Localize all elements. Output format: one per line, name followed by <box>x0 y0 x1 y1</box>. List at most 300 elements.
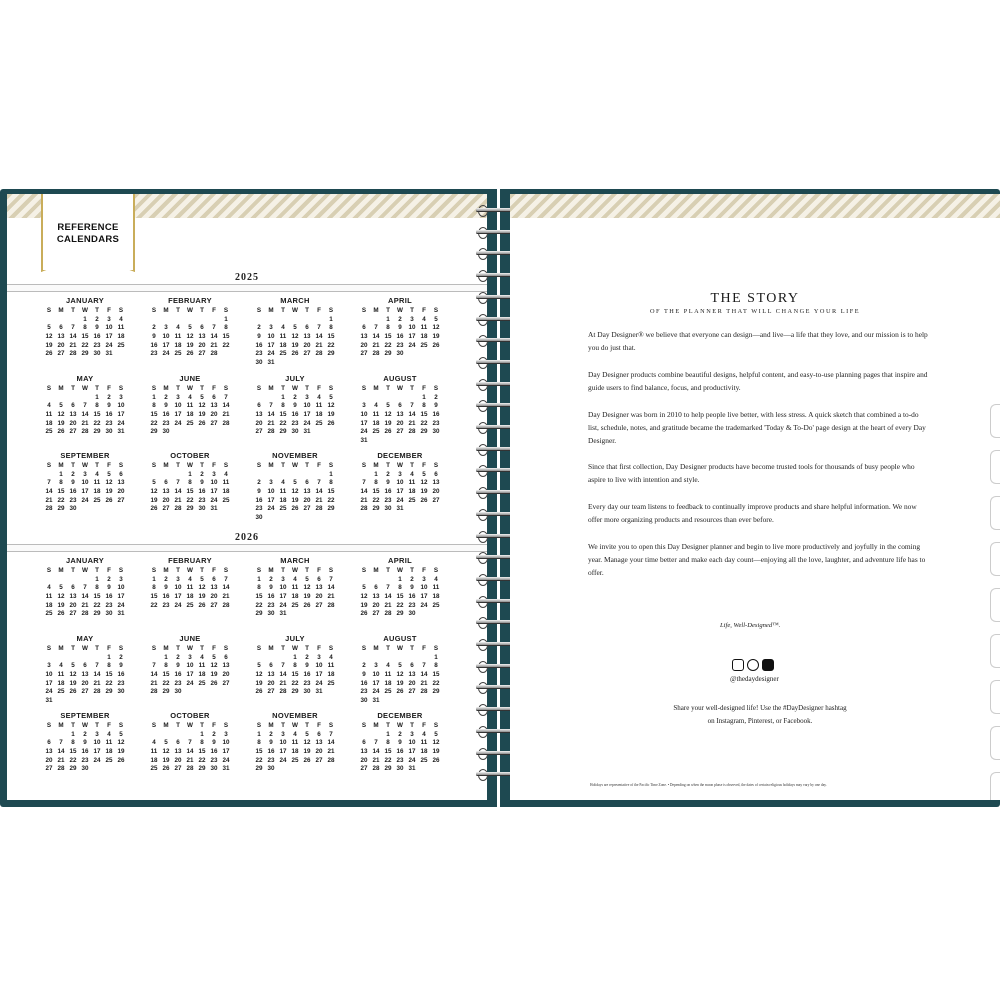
day-number: 15 <box>327 333 335 341</box>
day-number: 4 <box>410 470 414 478</box>
weekday-header: S <box>433 462 439 469</box>
day-number: 28 <box>408 428 416 436</box>
weekday-header: S <box>361 462 367 469</box>
empty-day <box>43 731 55 740</box>
day-number: 15 <box>81 333 89 341</box>
day-number: 23 <box>105 601 113 609</box>
weekday-header: T <box>95 722 99 729</box>
day-number: 21 <box>174 496 182 504</box>
day-number: 20 <box>117 488 125 496</box>
empty-day <box>208 316 220 325</box>
day-number: 1 <box>83 315 87 323</box>
day-number: 14 <box>279 671 287 679</box>
empty-day <box>277 654 289 663</box>
day-number: 2 <box>212 730 216 738</box>
day-number: 12 <box>384 411 392 419</box>
day-number: 30 <box>408 610 416 618</box>
weekday-header: F <box>107 645 111 652</box>
day-number: 10 <box>105 324 113 332</box>
weekday-header: S <box>328 385 334 392</box>
day-number: 14 <box>174 488 182 496</box>
day-number: 15 <box>198 748 206 756</box>
day-number: 28 <box>372 765 380 773</box>
day-number: 31 <box>105 350 113 358</box>
day-number: 25 <box>420 756 428 764</box>
instagram-icon[interactable] <box>732 659 744 671</box>
month-name: JULY <box>285 634 305 643</box>
day-number: 7 <box>212 324 216 332</box>
day-number: 21 <box>186 756 194 764</box>
day-number: 6 <box>362 739 366 747</box>
month-tab[interactable] <box>990 680 1000 714</box>
day-number: 5 <box>362 584 366 592</box>
day-number: 20 <box>315 593 323 601</box>
weekday-header: T <box>281 385 285 392</box>
day-number: 17 <box>105 333 113 341</box>
day-number: 8 <box>59 479 63 487</box>
facebook-icon[interactable] <box>762 659 774 671</box>
day-number: 8 <box>281 402 285 410</box>
day-number: 10 <box>408 324 416 332</box>
weekday-header: F <box>212 567 216 574</box>
empty-day <box>79 654 91 663</box>
day-number: 12 <box>45 333 53 341</box>
weekday-header: M <box>58 567 64 574</box>
day-number: 25 <box>174 350 182 358</box>
day-number: 12 <box>198 402 206 410</box>
day-number: 23 <box>69 496 77 504</box>
day-number: 25 <box>279 505 287 513</box>
weekday-header: F <box>317 462 321 469</box>
day-number: 27 <box>210 601 218 609</box>
day-number: 5 <box>305 575 309 583</box>
day-number: 31 <box>408 765 416 773</box>
weekday-header: W <box>397 645 403 652</box>
day-number: 6 <box>305 324 309 332</box>
weekday-header: S <box>223 722 229 729</box>
day-number: 11 <box>291 739 299 747</box>
day-number: 13 <box>396 411 404 419</box>
weekday-header: T <box>200 307 204 314</box>
day-number: 20 <box>360 341 368 349</box>
month-tab[interactable] <box>990 404 1000 438</box>
empty-day <box>67 576 79 585</box>
day-number: 24 <box>279 601 287 609</box>
day-number: 20 <box>69 419 77 427</box>
day-number: 2 <box>398 315 402 323</box>
day-number: 14 <box>327 739 335 747</box>
day-number: 8 <box>152 402 156 410</box>
day-number: 30 <box>396 350 404 358</box>
day-number: 25 <box>45 428 53 436</box>
day-number: 28 <box>384 610 392 618</box>
empty-day <box>67 316 79 325</box>
day-number: 28 <box>93 688 101 696</box>
day-number: 11 <box>57 671 65 679</box>
month-name: OCTOBER <box>170 711 210 720</box>
day-number: 21 <box>360 496 368 504</box>
story-paragraph: Day Designer products combine beautiful designs, helpful content, and easy-to-use planning pages that inspire and guide users to find balance, focus, and productivity. <box>588 370 928 392</box>
day-number: 15 <box>420 411 428 419</box>
weekday-header: T <box>410 645 414 652</box>
year-label: 2025 <box>235 272 259 283</box>
day-number: 14 <box>222 402 230 410</box>
weekday-header: S <box>361 385 367 392</box>
day-number: 28 <box>315 505 323 513</box>
month-calendar <box>43 296 127 359</box>
day-number: 16 <box>117 671 125 679</box>
day-number: 22 <box>69 756 77 764</box>
day-number: 12 <box>396 671 404 679</box>
year-label: 2026 <box>235 532 259 543</box>
weekday-header: F <box>107 385 111 392</box>
empty-day <box>67 654 79 663</box>
day-number: 3 <box>281 575 285 583</box>
day-number: 17 <box>210 488 218 496</box>
decorative-stripe <box>510 194 1000 218</box>
day-number: 17 <box>222 748 230 756</box>
day-number: 2 <box>257 479 261 487</box>
month-calendar <box>253 296 337 368</box>
day-number: 16 <box>162 593 170 601</box>
day-number: 9 <box>257 488 261 496</box>
day-number: 2 <box>83 730 87 738</box>
day-number: 26 <box>303 601 311 609</box>
day-number: 7 <box>386 584 390 592</box>
day-number: 30 <box>255 359 263 367</box>
month-name: NOVEMBER <box>272 711 318 720</box>
weekday-header: S <box>151 385 157 392</box>
month-tab[interactable] <box>990 450 1000 484</box>
day-number: 15 <box>162 671 170 679</box>
day-number: 28 <box>279 688 287 696</box>
weekday-header: W <box>397 307 403 314</box>
day-number: 8 <box>329 324 333 332</box>
day-number: 1 <box>95 393 99 401</box>
day-number: 22 <box>432 679 440 687</box>
weekday-header: S <box>328 645 334 652</box>
month-name: MAY <box>76 374 94 383</box>
month-name: APRIL <box>388 296 412 305</box>
day-number: 31 <box>360 437 368 445</box>
day-number: 23 <box>408 601 416 609</box>
empty-day <box>160 316 172 325</box>
day-number: 24 <box>279 756 287 764</box>
day-number: 18 <box>105 748 113 756</box>
weekday-header: M <box>373 462 379 469</box>
day-number: 4 <box>386 662 390 670</box>
day-number: 4 <box>176 324 180 332</box>
day-number: 5 <box>329 393 333 401</box>
day-number: 19 <box>69 679 77 687</box>
day-number: 12 <box>57 411 65 419</box>
day-number: 20 <box>174 756 182 764</box>
day-number: 6 <box>269 662 273 670</box>
day-number: 8 <box>398 584 402 592</box>
day-number: 13 <box>255 411 263 419</box>
day-number: 29 <box>384 350 392 358</box>
empty-day <box>43 576 55 585</box>
weekday-header: W <box>187 645 193 652</box>
day-number: 8 <box>71 739 75 747</box>
story-paragraph: Every day our team listens to feedback to continually improve products and share helpful information. We now offer more organizing products and resources than ever before. <box>588 502 917 524</box>
weekday-header: M <box>163 307 169 314</box>
day-number: 20 <box>360 756 368 764</box>
month-calendar <box>358 451 442 514</box>
day-number: 16 <box>210 748 218 756</box>
day-number: 29 <box>291 688 299 696</box>
day-number: 27 <box>315 756 323 764</box>
day-number: 2 <box>410 575 414 583</box>
day-number: 25 <box>198 679 206 687</box>
month-calendar <box>148 634 232 697</box>
day-number: 26 <box>432 756 440 764</box>
weekday-header: W <box>82 385 88 392</box>
empty-day <box>43 316 55 325</box>
month-name: MARCH <box>280 556 310 565</box>
day-number: 20 <box>408 679 416 687</box>
day-number: 23 <box>117 679 125 687</box>
day-number: 13 <box>432 479 440 487</box>
day-number: 14 <box>57 748 65 756</box>
day-number: 24 <box>303 419 311 427</box>
weekday-header: S <box>256 645 262 652</box>
weekday-header: T <box>281 645 285 652</box>
day-number: 24 <box>222 756 230 764</box>
day-number: 3 <box>398 470 402 478</box>
day-number: 8 <box>164 662 168 670</box>
empty-day <box>43 654 55 663</box>
day-number: 26 <box>45 350 53 358</box>
day-number: 23 <box>384 496 392 504</box>
weekday-header: W <box>397 567 403 574</box>
day-number: 18 <box>45 601 53 609</box>
day-number: 20 <box>69 601 77 609</box>
day-number: 14 <box>267 411 275 419</box>
day-number: 11 <box>384 671 392 679</box>
day-number: 18 <box>150 756 158 764</box>
day-number: 9 <box>212 739 216 747</box>
month-calendar <box>358 556 442 619</box>
day-number: 18 <box>291 748 299 756</box>
month-name: SEPTEMBER <box>60 451 110 460</box>
day-number: 28 <box>327 756 335 764</box>
day-number: 6 <box>59 324 63 332</box>
day-number: 28 <box>222 601 230 609</box>
day-number: 20 <box>303 341 311 349</box>
day-number: 13 <box>45 748 53 756</box>
weekday-header: F <box>212 722 216 729</box>
day-number: 8 <box>374 479 378 487</box>
month-tab[interactable] <box>990 496 1000 530</box>
month-tab[interactable] <box>990 634 1000 668</box>
day-number: 30 <box>105 428 113 436</box>
day-number: 30 <box>81 765 89 773</box>
day-number: 9 <box>398 324 402 332</box>
day-number: 28 <box>315 350 323 358</box>
month-name: NOVEMBER <box>272 451 318 460</box>
empty-day <box>67 394 79 403</box>
day-number: 24 <box>162 350 170 358</box>
day-number: 27 <box>45 765 53 773</box>
day-number: 26 <box>198 601 206 609</box>
day-number: 9 <box>164 584 168 592</box>
day-number: 17 <box>279 748 287 756</box>
day-number: 4 <box>281 324 285 332</box>
weekday-header: M <box>268 567 274 574</box>
day-number: 11 <box>186 402 194 410</box>
month-tab[interactable] <box>990 588 1000 622</box>
day-number: 17 <box>174 411 182 419</box>
day-number: 11 <box>327 662 335 670</box>
day-number: 19 <box>396 679 404 687</box>
day-number: 24 <box>360 428 368 436</box>
empty-day <box>148 731 160 740</box>
empty-day <box>43 471 55 480</box>
weekday-header: M <box>163 567 169 574</box>
day-number: 13 <box>198 333 206 341</box>
day-number: 25 <box>432 601 440 609</box>
day-number: 19 <box>291 341 299 349</box>
day-number: 6 <box>317 575 321 583</box>
day-number: 4 <box>224 470 228 478</box>
month-tab[interactable] <box>990 772 1000 800</box>
day-number: 29 <box>93 428 101 436</box>
weekday-header: S <box>46 567 52 574</box>
day-number: 30 <box>93 350 101 358</box>
day-number: 3 <box>269 479 273 487</box>
day-number: 7 <box>47 479 51 487</box>
day-number: 4 <box>422 315 426 323</box>
day-number: 15 <box>93 411 101 419</box>
day-number: 19 <box>198 411 206 419</box>
day-number: 17 <box>117 411 125 419</box>
day-number: 15 <box>432 671 440 679</box>
month-tab[interactable] <box>990 726 1000 760</box>
day-number: 21 <box>279 679 287 687</box>
day-number: 10 <box>360 411 368 419</box>
day-number: 7 <box>224 575 228 583</box>
empty-day <box>172 471 184 480</box>
day-number: 10 <box>267 488 275 496</box>
day-number: 13 <box>408 671 416 679</box>
day-number: 29 <box>69 765 77 773</box>
month-calendar <box>148 451 232 514</box>
weekday-header: W <box>82 462 88 469</box>
day-number: 3 <box>362 402 366 410</box>
day-number: 18 <box>198 671 206 679</box>
day-number: 18 <box>186 411 194 419</box>
day-number: 6 <box>212 393 216 401</box>
day-number: 7 <box>152 662 156 670</box>
day-number: 28 <box>186 765 194 773</box>
month-name: DECEMBER <box>377 711 423 720</box>
weekday-header: W <box>397 462 403 469</box>
day-number: 14 <box>222 584 230 592</box>
social-handle: @thedaydesigner <box>730 675 779 683</box>
day-number: 16 <box>384 488 392 496</box>
day-number: 29 <box>384 765 392 773</box>
weekday-header: W <box>292 722 298 729</box>
empty-day <box>91 654 103 663</box>
weekday-header: S <box>46 462 52 469</box>
fine-print: Holidays are representative of the Pacific Time Zone. • Depending on when the moon phase is observed, the dates of certain religious holidays may vary by one day. <box>590 783 827 787</box>
day-number: 24 <box>117 419 125 427</box>
day-number: 20 <box>372 601 380 609</box>
day-number: 1 <box>374 470 378 478</box>
day-number: 14 <box>315 488 323 496</box>
day-number: 7 <box>176 479 180 487</box>
weekday-header: S <box>151 462 157 469</box>
weekday-header: S <box>46 385 52 392</box>
day-number: 23 <box>432 419 440 427</box>
day-number: 21 <box>222 411 230 419</box>
day-number: 12 <box>117 739 125 747</box>
day-number: 25 <box>291 756 299 764</box>
day-number: 7 <box>83 584 87 592</box>
day-number: 30 <box>162 428 170 436</box>
day-number: 29 <box>432 688 440 696</box>
day-number: 12 <box>303 584 311 592</box>
day-number: 6 <box>362 324 366 332</box>
weekday-header: T <box>176 722 180 729</box>
day-number: 24 <box>210 496 218 504</box>
weekday-header: T <box>71 645 75 652</box>
day-number: 14 <box>315 333 323 341</box>
weekday-header: T <box>176 462 180 469</box>
day-number: 20 <box>315 748 323 756</box>
weekday-header: T <box>410 385 414 392</box>
day-number: 13 <box>315 584 323 592</box>
month-tab[interactable] <box>990 542 1000 576</box>
day-number: 29 <box>93 610 101 618</box>
empty-day <box>358 731 370 740</box>
day-number: 19 <box>255 679 263 687</box>
day-number: 9 <box>176 662 180 670</box>
day-number: 12 <box>420 479 428 487</box>
day-number: 17 <box>408 748 416 756</box>
day-number: 19 <box>45 341 53 349</box>
day-number: 28 <box>210 350 218 358</box>
weekday-header: S <box>46 307 52 314</box>
weekday-header: M <box>373 645 379 652</box>
day-number: 15 <box>57 488 65 496</box>
day-number: 2 <box>305 653 309 661</box>
day-number: 3 <box>47 662 51 670</box>
pinterest-icon[interactable] <box>747 659 759 671</box>
day-number: 12 <box>105 479 113 487</box>
day-number: 13 <box>162 488 170 496</box>
day-number: 25 <box>150 765 158 773</box>
day-number: 20 <box>57 341 65 349</box>
day-number: 14 <box>210 333 218 341</box>
day-number: 10 <box>267 333 275 341</box>
day-number: 27 <box>315 601 323 609</box>
day-number: 17 <box>396 488 404 496</box>
day-number: 23 <box>396 756 404 764</box>
day-number: 5 <box>293 324 297 332</box>
month-calendar <box>43 374 127 437</box>
day-number: 2 <box>95 315 99 323</box>
empty-day <box>370 731 382 740</box>
day-number: 15 <box>372 488 380 496</box>
day-number: 2 <box>176 653 180 661</box>
day-number: 5 <box>71 662 75 670</box>
weekday-header: W <box>82 722 88 729</box>
weekday-header: S <box>361 307 367 314</box>
day-number: 24 <box>45 688 53 696</box>
day-number: 6 <box>47 739 51 747</box>
